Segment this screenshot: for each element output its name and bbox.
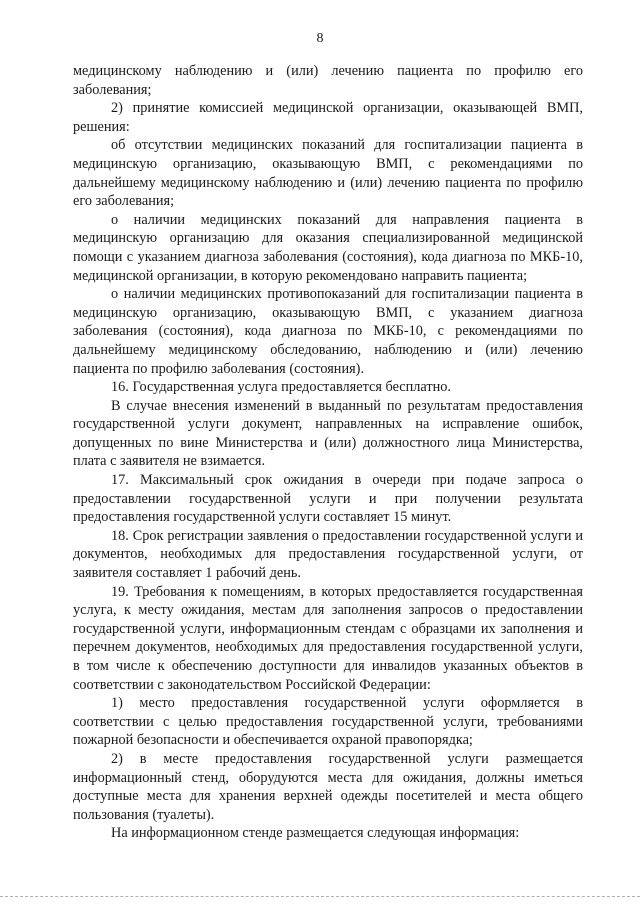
paragraph-continuation: медицинскому наблюдению и (или) лечению пациента по профилю его заболевания; xyxy=(73,63,583,98)
paragraph-indications-referral: о наличии медицинских показаний для направления пациента в медицинскую организацию для оказания специализированной медицинской помощи с указанием диагноза заболевания (состояния), кода диагноза по МКБ-10, медицинской организации, в которую рекомендовано направить пациента; xyxy=(73,211,583,284)
paragraph-19: 19. Требования к помещениям, в которых предоставляется государственная услуга, к месту ожидания, местам для заполнения запросов о предоставлении государственной услуги, информационным стендам с образцами их заполнения и перечнем документов, необходимых для предоставления государственной услуги, в том числе к обеспечению доступности для инвалидов указанных объектов в соответствии с законодательством Российской Федерации: xyxy=(73,583,583,693)
paragraph-17: 17. Максимальный срок ожидания в очереди при подаче запроса о предоставлении государственной услуги и при получении результата предоставления государственной услуги составляет 15 минут. xyxy=(73,472,583,526)
page-number: 8 xyxy=(316,31,324,46)
document-body xyxy=(73,62,583,843)
paragraph-16: 16. Государственная услуга предоставляется бесплатно. xyxy=(111,379,451,396)
paragraph-corrections: В случае внесения изменений в выданный по результатам предоставления государственной услуги документ, направленных на исправление ошибок, допущенных по вине Министерства и (или) должностного лица Министерства, плата с заявителя не взимается. xyxy=(73,397,583,470)
paragraph-18: 18. Срок регистрации заявления о предоставлении государственной услуги и документов, необходимых для предоставления государственной услуги, от заявителя составляет 1 рабочий день. xyxy=(73,527,583,582)
page-bottom-divider xyxy=(0,896,640,897)
paragraph-item-2: 2) принятие комиссией медицинской организации, оказывающей ВМП, решения: xyxy=(73,100,583,135)
paragraph-no-indications: об отсутствии медицинских показаний для госпитализации пациента в медицинскую организацию, оказывающую ВМП, с рекомендациями по дальнейшему медицинскому наблюдению и (или) лечению пациента по профилю его заболевания; xyxy=(73,137,583,210)
paragraph-19-1: 1) место предоставления государственной услуги оформляется в соответствии с целью предоставления государственной услуги, требованиями пожарной безопасности и обеспечивается охраной правопорядка; xyxy=(73,695,583,749)
paragraph-contraindications: о наличии медицинских противопоказаний для госпитализации пациента в медицинскую организацию, оказывающую ВМП, с указанием диагноза заболевания (состояния), кода диагноза по МКБ-10, с рекомендациями по дальнейшему медицинскому обследованию, наблюдению и (или) лечению пациента по профилю заболевания (состояния). xyxy=(73,286,583,377)
paragraph-info-stand: На информационном стенде размещается следующая информация: xyxy=(111,825,520,842)
paragraph-19-2: 2) в месте предоставления государственной услуги размещается информационный стенд, оборудуются места для ожидания, должны иметься доступные места для хранения верхней одежды посетителей и места общего пользования (туалеты). xyxy=(73,750,583,823)
